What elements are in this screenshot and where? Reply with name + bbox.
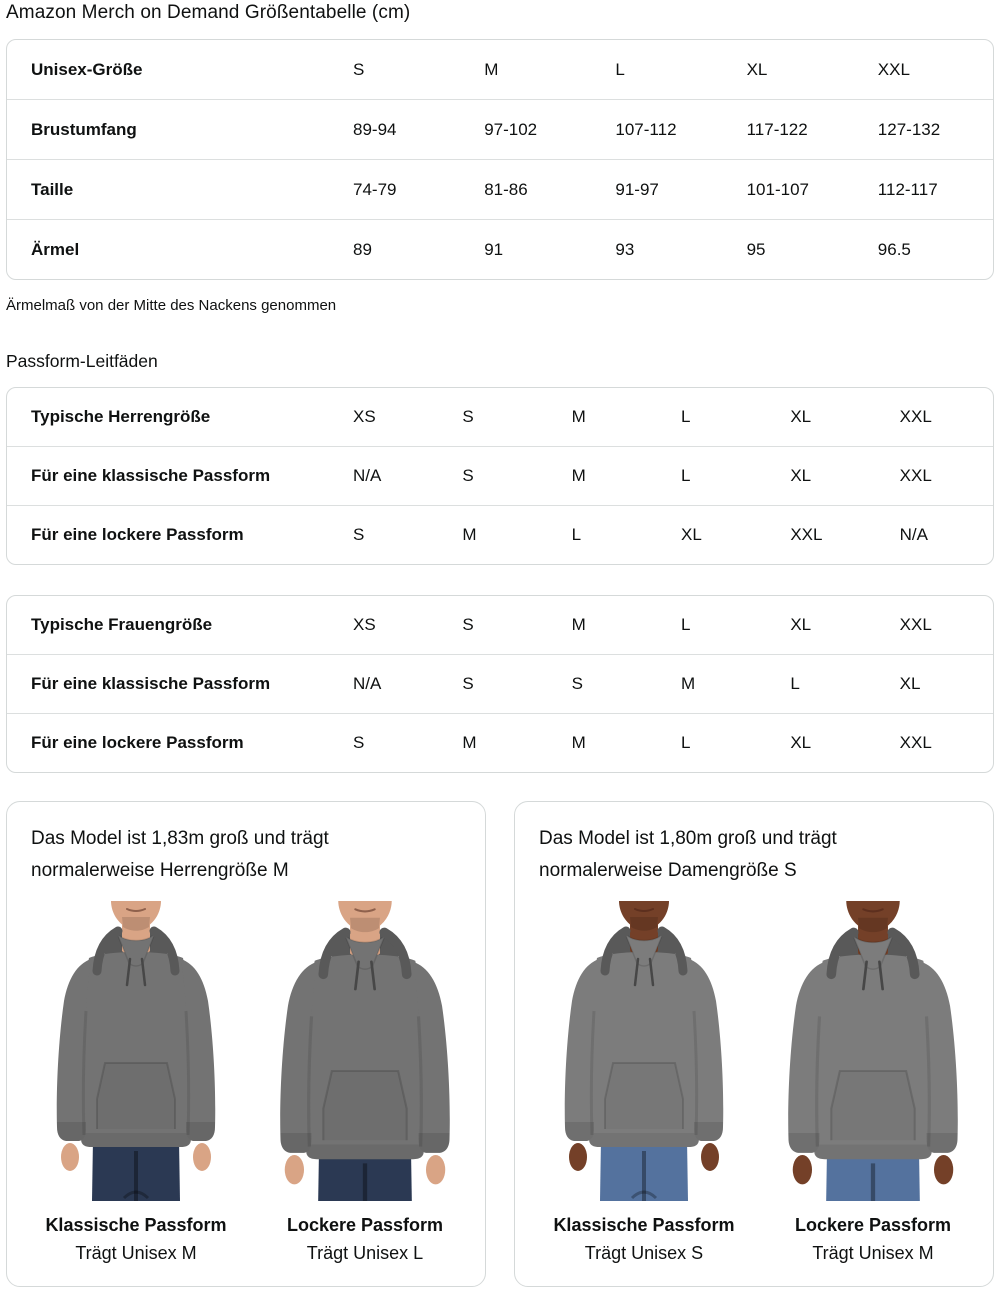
hoodie-model-illustration [768, 901, 978, 1201]
fit-caption: Lockere Passform [286, 1215, 444, 1235]
value-cell: S [462, 674, 474, 693]
value-cell: L [681, 407, 691, 426]
hoodie-model-illustration [31, 901, 241, 1201]
value-cell: M [571, 466, 586, 485]
value-cell: M [462, 525, 477, 544]
value-cell: XL [899, 674, 921, 693]
hoodie-model-illustration [539, 901, 749, 1201]
value-cell: 107-112 [615, 119, 677, 139]
value-cell: M [571, 615, 586, 634]
size-caption: Trägt Unisex M [75, 1243, 197, 1263]
column-header: L [615, 59, 625, 79]
value-cell: M [462, 733, 477, 752]
value-cell: 112-117 [877, 179, 938, 199]
value-cell: XS [353, 615, 376, 634]
value-cell: XXL [899, 615, 932, 634]
value-cell: 91 [484, 239, 504, 259]
value-cell: XL [790, 615, 812, 634]
sleeve-measurement-footnote: Ärmelmaß von der Mitte des Nackens genommen [6, 297, 337, 314]
size-caption: Trägt Unisex S [584, 1243, 704, 1263]
column-header: S [353, 59, 365, 79]
value-cell: L [681, 615, 691, 634]
table-row [7, 654, 993, 713]
value-cell: S [571, 674, 583, 693]
row-label: Für eine lockere Passform [31, 525, 244, 544]
fit-caption: Klassische Passform [553, 1215, 735, 1235]
fit-caption: Klassische Passform [45, 1215, 227, 1235]
table-row [7, 596, 993, 654]
table-row [7, 388, 993, 446]
table-row [7, 99, 993, 159]
unisex-size-table [6, 39, 994, 280]
value-cell: M [571, 407, 586, 426]
column-header: XL [746, 59, 768, 79]
value-cell: S [353, 733, 365, 752]
value-cell: L [681, 466, 691, 485]
size-caption: Trägt Unisex L [306, 1243, 424, 1263]
value-cell: 91-97 [615, 179, 659, 199]
photo-row [31, 901, 471, 1264]
value-cell: 89-94 [353, 119, 397, 139]
value-cell: L [790, 674, 800, 693]
model-photo-male-classic-fit [31, 901, 241, 1201]
model-figure [539, 901, 749, 1264]
photo-caption [795, 1201, 951, 1264]
table-row [7, 219, 993, 279]
value-cell: XXL [899, 407, 932, 426]
page-title: Amazon Merch on Demand Größentabelle (cm) [6, 2, 411, 23]
value-cell: XL [790, 733, 812, 752]
value-cell: L [571, 525, 582, 544]
value-cell: 74-79 [353, 179, 397, 199]
value-cell: XL [790, 466, 812, 485]
photo-caption [45, 1201, 226, 1264]
value-cell: N/A [899, 525, 928, 544]
value-cell: S [353, 525, 365, 544]
fit-guides-heading: Passform-Leitfäden [6, 351, 158, 371]
table-row [7, 446, 993, 505]
column-header: M [484, 59, 499, 79]
value-cell: XS [353, 407, 376, 426]
value-cell: N/A [353, 674, 382, 693]
womens-fit-table [6, 595, 994, 773]
row-label: Für eine lockere Passform [31, 733, 244, 752]
model-figure [768, 901, 978, 1264]
value-cell: M [571, 733, 586, 752]
row-label: Unisex-Größe [31, 59, 143, 79]
value-cell: XL [790, 407, 812, 426]
value-cell: N/A [353, 466, 382, 485]
value-cell: XXL [899, 466, 932, 485]
value-cell: XXL [899, 733, 932, 752]
row-label: Für eine klassische Passform [31, 466, 271, 485]
value-cell: 96.5 [877, 239, 911, 259]
row-label: Taille [31, 179, 74, 199]
model-photo-male-loose-fit [260, 901, 470, 1201]
table-header-row [7, 40, 993, 99]
value-cell: 101-107 [746, 179, 809, 199]
photo-caption [287, 1201, 443, 1264]
value-cell: XXL [790, 525, 823, 544]
value-cell: 81-86 [484, 179, 528, 199]
model-description: Das Model ist 1,83m groß und trägt normalerweise Herrengröße M [31, 828, 329, 881]
photo-caption [553, 1201, 734, 1264]
mens-fit-table [6, 387, 994, 565]
row-label: Ärmel [31, 239, 80, 259]
row-label: Typische Herrengröße [31, 407, 211, 426]
model-photo-female-classic-fit [539, 901, 749, 1201]
size-caption: Trägt Unisex M [812, 1243, 934, 1263]
value-cell: S [462, 407, 474, 426]
photo-row [539, 901, 979, 1264]
row-label: Typische Frauengröße [31, 615, 213, 634]
value-cell: 89 [353, 239, 372, 259]
table-row [7, 713, 993, 772]
value-cell: 95 [746, 239, 766, 259]
value-cell: 93 [615, 239, 635, 259]
female-model-card [514, 801, 994, 1287]
value-cell: S [462, 466, 474, 485]
hoodie-model-illustration [260, 901, 470, 1201]
value-cell: 127-132 [877, 119, 941, 139]
fit-caption: Lockere Passform [794, 1215, 952, 1235]
value-cell: L [681, 733, 691, 752]
model-cards-row [6, 801, 994, 1287]
male-model-card [6, 801, 486, 1287]
row-label: Brustumfang [31, 119, 137, 139]
model-figure [31, 901, 241, 1264]
model-description: Das Model ist 1,80m groß und trägt normalerweise Damengröße S [539, 828, 837, 881]
value-cell: M [681, 674, 696, 693]
value-cell: 117-122 [746, 119, 808, 139]
row-label: Für eine klassische Passform [31, 674, 271, 693]
column-header: XXL [877, 59, 910, 79]
value-cell: S [462, 615, 474, 634]
table-row [7, 505, 993, 564]
value-cell: XL [681, 525, 702, 544]
model-photo-female-loose-fit [768, 901, 978, 1201]
table-row [7, 159, 993, 219]
value-cell: 97-102 [484, 119, 538, 139]
model-figure [260, 901, 470, 1264]
